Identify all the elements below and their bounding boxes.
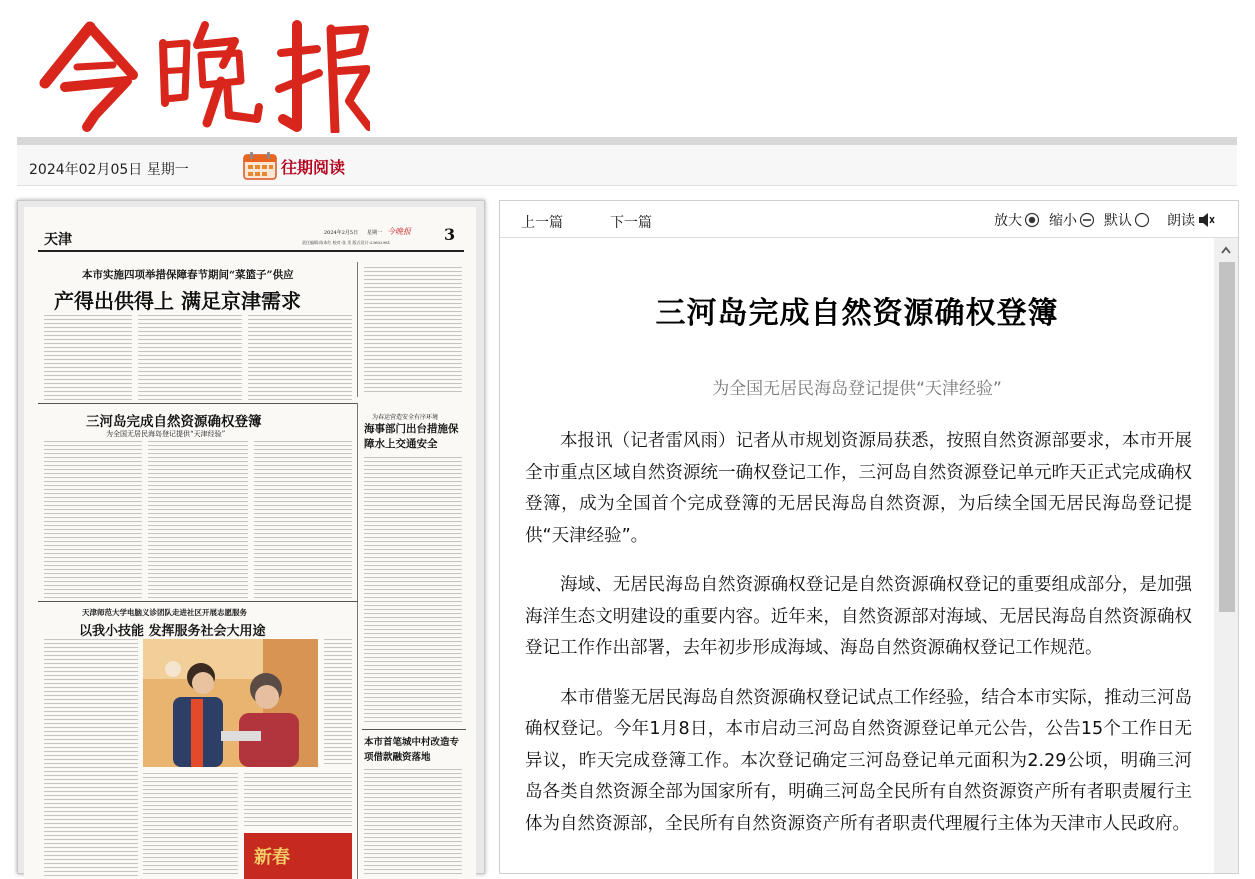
page-header-rule — [38, 250, 464, 252]
scroll-thumb[interactable] — [1219, 262, 1235, 612]
story2-body — [44, 441, 142, 601]
story-side-body — [364, 267, 462, 392]
default-size-label: 默认 — [1104, 213, 1132, 229]
top-divider — [17, 137, 1237, 145]
article-subtitle: 为全国无居民海岛登记提供“天津经验” — [712, 379, 1002, 399]
column-rule — [357, 403, 358, 879]
headline4: 以我小技能 发挥服务社会大用途 — [79, 624, 266, 639]
section-rule — [38, 601, 358, 602]
scroll-up-button[interactable] — [1214, 238, 1238, 262]
page-paper-name: 今晚报 — [387, 227, 411, 236]
masthead — [0, 0, 1255, 135]
headline4-kicker: 天津师范大学电脑义诊团队走进社区开展志愿服务 — [82, 608, 247, 617]
page-section: 天津 — [44, 232, 72, 248]
page-date: 2024年2月5日 — [324, 230, 359, 236]
photo-image — [143, 639, 318, 767]
headline5 — [364, 735, 468, 765]
zoom-out-minus-icon — [1079, 212, 1095, 228]
article-paragraph: 本报讯（记者雷风雨）记者从市规划资源局获悉，按照自然资源部要求，本市开展全市重点区域自然资源统一确权登记工作，三河岛自然资源登记单元昨天正式完成确权登簿，成为全国首个完成登簿的无居民海岛自然资源，为后续全国无居民海岛登记提供“天津经验”。 — [525, 431, 1192, 546]
section-rule — [362, 729, 466, 730]
scroll-up-arrow-icon — [1221, 246, 1231, 254]
article-paragraph: 本市借鉴无居民海岛自然资源确权登记试点工作经验，结合本市实际，推动三河岛确权登记。今年1月8日，本市启动三河岛自然资源登记单元公告，公告15个工作日无异议，昨天完成登簿工作。本次登记确定三河岛登记单元面积为2.29公顷，明确三河岛各类自然资源全部为国家所有，明确三河岛全民所有自然资源资产所有者职责履行主体为自然资源部，全民所有自然资源资产所有者职责代理履行主体为天津市人民政府。 — [525, 687, 1192, 834]
advertisement — [244, 833, 352, 879]
prev-article-link[interactable]: 上一篇 — [521, 215, 563, 231]
headline1-kicker: 本市实施四项举措保障春节期间“菜篮子”供应 — [82, 269, 294, 281]
article-content — [525, 426, 1192, 858]
zoom-in-button[interactable] — [994, 210, 1040, 230]
story5-body — [364, 769, 462, 877]
column-rule — [357, 262, 358, 397]
archive-label: 往期阅读 — [281, 157, 346, 177]
default-radio-icon — [1134, 212, 1150, 228]
article-toolbar — [500, 201, 1238, 238]
article-title: 三河岛完成自然资源确权登簿 — [655, 296, 1059, 331]
speaker-icon — [1197, 211, 1215, 229]
zoom-in-radio-icon — [1024, 212, 1040, 228]
story1-body — [138, 315, 242, 403]
story2-body — [148, 441, 248, 601]
news-photo — [143, 639, 318, 767]
article-scrollbar[interactable] — [1214, 238, 1238, 873]
headline5-text: 本市首笔城中村改造专项借款融资落地 — [364, 737, 460, 763]
page-editors: 责任编辑:陈本红 校对:张 美 版式设计:23602981 — [302, 240, 391, 245]
read-aloud-label: 朗读 — [1167, 213, 1195, 229]
story1-body — [44, 315, 132, 403]
section-rule — [38, 403, 358, 404]
zoom-out-button[interactable] — [1049, 210, 1095, 230]
page-number: 3 — [444, 225, 456, 244]
archive-link[interactable] — [243, 151, 345, 181]
article-paragraph: 海域、无居民海岛自然资源确权登记是自然资源确权登记的重要组成部分，是加强海洋生态文明建设的重要内容。近年来，自然资源部对海域、无居民海岛自然资源确权登记工作作出部署，去年初步形成海域、海岛自然资源确权登记工作规范。 — [525, 575, 1192, 658]
headline3 — [364, 422, 468, 452]
story4-body — [143, 773, 238, 877]
next-article-link[interactable]: 下一篇 — [610, 215, 652, 231]
story1-body — [248, 315, 352, 403]
newspaper-page-thumbnail[interactable] — [17, 200, 485, 874]
headline3-text: 海事部门出台措施保障水上交通安全 — [364, 423, 459, 450]
article-panel — [499, 200, 1239, 874]
page-weekday: 星期一 — [367, 230, 383, 236]
headline1: 产得出供得上 满足京津需求 — [54, 289, 301, 313]
story4-body — [244, 773, 352, 829]
headline2-sub: 为全国无居民海岛登记提供“天津经验” — [106, 430, 226, 438]
ad-text: 新春 — [254, 847, 290, 868]
default-size-button[interactable] — [1104, 210, 1150, 230]
zoom-out-label: 缩小 — [1049, 213, 1077, 229]
headline3-kicker: 为春运营造安全有序环境 — [372, 414, 439, 421]
newspaper-logo[interactable] — [35, 15, 370, 133]
headline2: 三河岛完成自然资源确权登簿 — [86, 414, 262, 430]
story2-body — [254, 441, 352, 601]
story4-body — [44, 639, 138, 877]
zoom-in-label: 放大 — [994, 213, 1022, 229]
newspaper-page — [24, 207, 476, 879]
read-aloud-button[interactable] — [1167, 210, 1215, 230]
calendar-icon — [243, 152, 277, 180]
story3-body — [364, 457, 462, 725]
issue-date: 2024年02月05日 星期一 — [29, 162, 189, 178]
date-bar — [17, 145, 1237, 186]
story4-body — [324, 639, 352, 767]
article-body — [500, 238, 1214, 873]
